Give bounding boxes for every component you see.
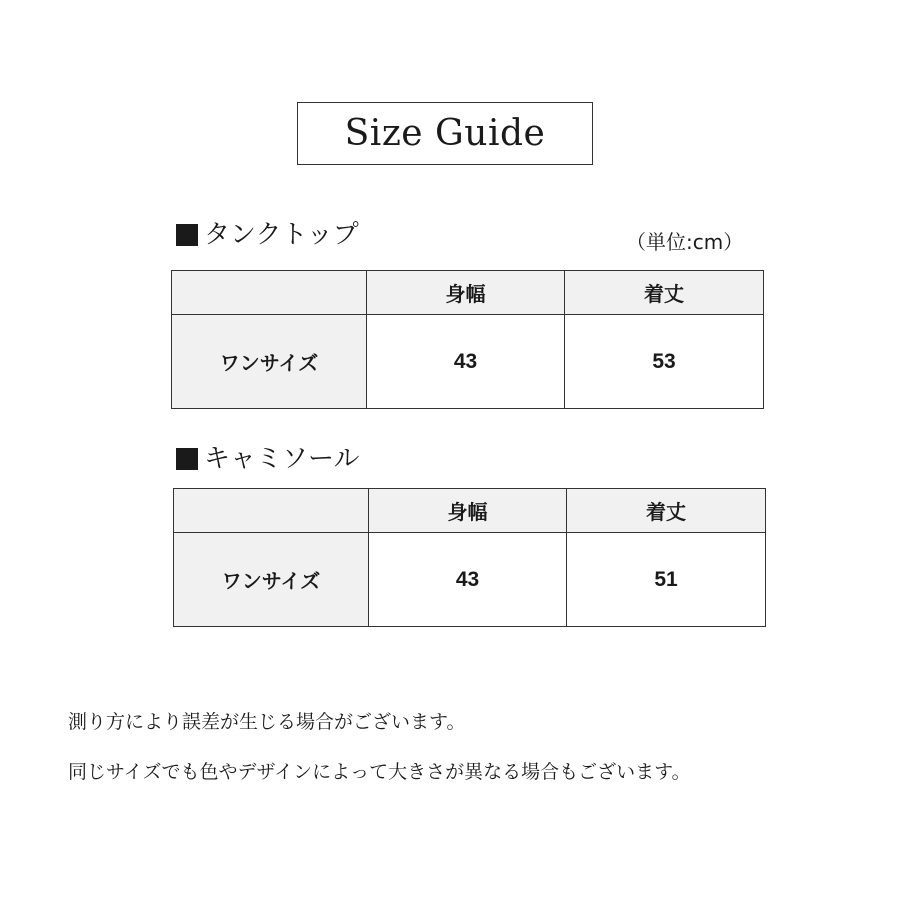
title-box	[297, 102, 593, 165]
note-measurement-error: 測り方により誤差が生じる場合がございます。	[68, 711, 466, 733]
page-title: Size Guide	[344, 113, 546, 154]
table-corner-cell	[174, 489, 369, 533]
column-header-width: 身幅	[367, 271, 565, 315]
note-size-variation: 同じサイズでも色やデザインによって大きさが異なる場合もございます。	[68, 761, 691, 783]
table-row	[172, 315, 764, 409]
cell-width-value: 43	[369, 533, 567, 627]
table-header-row	[172, 271, 764, 315]
column-header-width: 身幅	[369, 489, 567, 533]
unit-label: （単位:cm）	[626, 230, 744, 254]
table-corner-cell	[172, 271, 367, 315]
size-table-camisole	[173, 488, 766, 627]
size-table-tanktop	[171, 270, 764, 409]
square-bullet-icon	[176, 224, 198, 246]
cell-width-value: 43	[367, 315, 565, 409]
column-header-length: 着丈	[565, 271, 764, 315]
row-label-one-size: ワンサイズ	[172, 315, 367, 409]
row-label-one-size: ワンサイズ	[174, 533, 369, 627]
table-row	[174, 533, 766, 627]
section-heading-label: キャミソール	[204, 444, 360, 474]
cell-length-value: 53	[565, 315, 764, 409]
cell-length-value: 51	[567, 533, 766, 627]
column-header-length: 着丈	[567, 489, 766, 533]
square-bullet-icon	[176, 448, 198, 470]
section-heading-camisole	[176, 446, 359, 472]
section-heading-label: タンクトップ	[204, 220, 359, 250]
section-heading-tanktop	[176, 222, 359, 248]
table-header-row	[174, 489, 766, 533]
